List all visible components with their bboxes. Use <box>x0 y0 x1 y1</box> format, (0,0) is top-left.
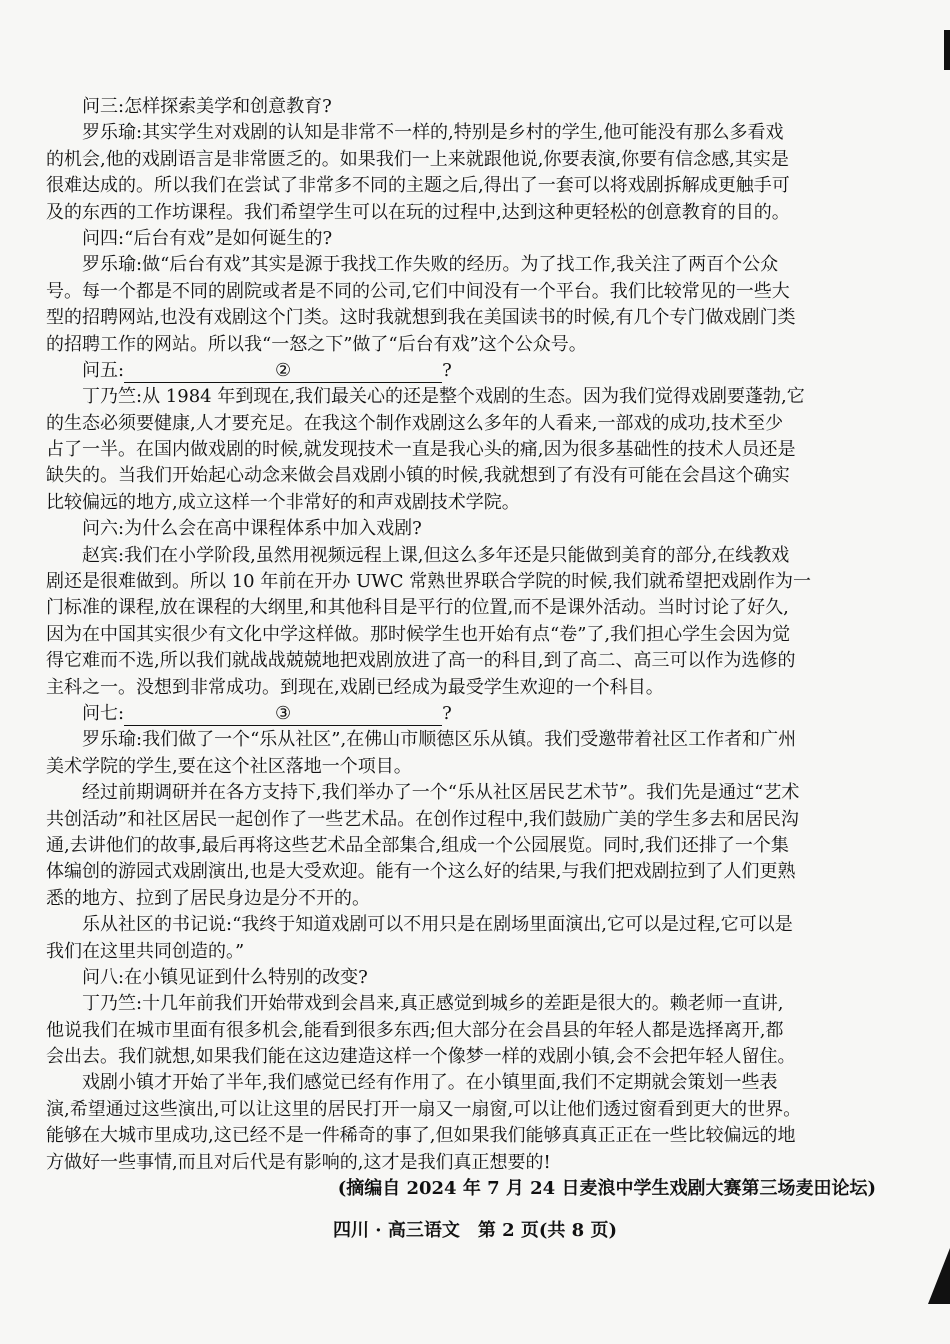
answer-8b-line: 演,希望通过这些演出,可以让这里的居民打开一扇又一扇窗,可以让他们透过窗看到更大的世界。 <box>46 1098 802 1120</box>
answer-7b-line: 悉的地方、拉到了居民身边是分不开的。 <box>46 887 370 909</box>
answer-3-line: 的机会,他的戏剧语言是非常匮乏的。如果我们一上来就跟他说,你要表演,你要有信念感,其实是 <box>46 148 789 170</box>
answer-8b-line: 能够在大城市里成功,这已经不是一件稀奇的事了,但如果我们能够真真正正在一些比较偏远的地 <box>46 1125 796 1147</box>
answer-7b-line: 体编创的游园式戏剧演出,也是大受欢迎。能有一个这么好的结果,与我们把戏剧拉到了人们更熟 <box>46 861 796 883</box>
scan-edge-mark-bottom <box>928 1248 950 1304</box>
answer-8-line: 他说我们在城市里面有很多机会,能看到很多东西;但大部分在会昌县的年轻人都是选择离开,都 <box>46 1019 784 1041</box>
question-7 <box>82 701 840 727</box>
question-5 <box>82 358 840 384</box>
answer-4-line: 型的招聘网站,也没有戏剧这个门类。这时我就想到我在美国读书的时候,有几个专门做戏剧门类 <box>46 307 796 329</box>
answer-4-line: 的招聘工作的网站。所以我“一怒之下”做了“后台有戏”这个公众号。 <box>46 333 587 355</box>
answer-3-line: 很难达成的。所以我们在尝试了非常多不同的主题之后,得出了一套可以将戏剧拆解成更触手可 <box>46 175 790 197</box>
answer-7b-line: 经过前期调研并在各方支持下,我们举办了一个“乐从社区居民艺术节”。我们先是通过“艺术 <box>82 782 800 804</box>
answer-6-line: 因为在中国其实很少有文化中学这样做。那时候学生也开始有点“卷”了,我们担心学生会因为觉 <box>46 623 791 645</box>
answer-7c-line: 乐从社区的书记说:“我终于知道戏剧可以不用只是在剧场里面演出,它可以是过程,它可以是 <box>82 914 793 936</box>
answer-6-line: 剧还是很难做到。所以 10 年前在开办 UWC 常熟世界联合学院的时候,我们就希望把戏剧作为一 <box>46 571 811 593</box>
answer-7b-line: 共创活动”和社区居民一起创作了一些艺术品。在创作过程中,我们鼓励广美的学生多去和居民沟 <box>46 808 799 830</box>
question-7-prefix: 问七: <box>82 702 125 724</box>
question-5-suffix: ? <box>442 359 452 381</box>
answer-4-line: 罗乐瑜:做“后台有戏”其实是源于我找工作失败的经历。为了找工作,我关注了两百个公众 <box>82 254 779 276</box>
answer-7c-line: 我们在这里共同创造的。” <box>46 940 245 962</box>
answer-6-line: 赵宾:我们在小学阶段,虽然用视频远程上课,但这么多年还是只能做到美育的部分,在线教戏 <box>82 544 790 566</box>
answer-blank-2: ② <box>124 360 442 383</box>
answer-6-line: 门标准的课程,放在课程的大纲里,和其他科目是平行的位置,而不是课外活动。当时讨论了好久, <box>46 597 789 619</box>
source-citation: (摘编自 2024 年 7 月 24 日麦浪中学生戏剧大赛第三场麦田论坛) <box>337 1178 876 1200</box>
answer-blank-3: ③ <box>124 703 442 726</box>
answer-5-line: 占了一半。在国内做戏剧的时候,就发现技术一直是我心头的痛,因为很多基础性的技术人员还是 <box>46 439 796 461</box>
answer-8b-line: 方做好一些事情,而且对后代是有影响的,这才是我们真正想要的! <box>46 1151 551 1173</box>
answer-3-line: 罗乐瑜:其实学生对戏剧的认知是非常不一样的,特别是乡村的学生,他可能没有那么多看戏 <box>82 122 784 144</box>
answer-5-line: 的生态必须要健康,人才要充足。在我这个制作戏剧这么多年的人看来,一部戏的成功,技术至少 <box>46 412 784 434</box>
answer-8b-line: 戏剧小镇才开始了半年,我们感觉已经有作用了。在小镇里面,我们不定期就会策划一些表 <box>82 1072 778 1094</box>
answer-5-line: 缺失的。当我们开始起心动念来做会昌戏剧小镇的时候,我就想到了有没有可能在会昌这个确实 <box>46 465 790 487</box>
answer-6-line: 得它难而不选,所以我们就战战兢兢地把戏剧放进了高一的科目,到了高二、高三可以作为选修的 <box>46 650 796 672</box>
scan-edge-mark-top <box>944 30 950 70</box>
answer-5-line: 丁乃竺:从 1984 年到现在,我们最关心的还是整个戏剧的生态。因为我们觉得戏剧要蓬勃,它 <box>82 386 805 408</box>
answer-8-line: 会出去。我们就想,如果我们能在这边建造这样一个像梦一样的戏剧小镇,会不会把年轻人留住。 <box>46 1046 796 1068</box>
answer-3-line: 及的东西的工作坊课程。我们希望学生可以在玩的过程中,达到这种更轻松的创意教育的目的。 <box>46 201 790 223</box>
question-7-suffix: ? <box>442 702 452 724</box>
question-3: 问三:怎样探索美学和创意教育? <box>82 96 332 117</box>
answer-4-line: 号。每一个都是不同的剧院或者是不同的公司,它们中间没有一个平台。我们比较常见的一些大 <box>46 280 790 302</box>
document-body <box>46 94 876 1202</box>
answer-7-line: 罗乐瑜:我们做了一个“乐从社区”,在佛山市顺德区乐从镇。我们受邀带着社区工作者和广州 <box>82 729 797 751</box>
answer-8-line: 丁乃竺:十几年前我们开始带戏到会昌来,真正感觉到城乡的差距是很大的。赖老师一直讲, <box>82 993 784 1015</box>
question-8: 问八:在小镇见证到什么特别的改变? <box>82 966 368 988</box>
question-6: 问六:为什么会在高中课程体系中加入戏剧? <box>82 518 422 540</box>
answer-6-line: 主科之一。没想到非常成功。到现在,戏剧已经成为最受学生欢迎的一个科目。 <box>46 676 664 698</box>
answer-7-line: 美术学院的学生,要在这个社区落地一个项目。 <box>46 755 412 777</box>
question-4: 问四:“后台有戏”是如何诞生的? <box>82 227 333 249</box>
page-footer: 四川 · 高三语文 第 2 页(共 8 页) <box>333 1220 617 1241</box>
answer-7b-line: 通,去讲他们的故事,最后再将这些艺术品全部集合,组成一个公园展览。同时,我们还排了一个集 <box>46 834 789 856</box>
question-5-prefix: 问五: <box>82 359 125 381</box>
answer-5-line: 比较偏远的地方,成立这样一个非常好的和声戏剧技术学院。 <box>46 491 520 513</box>
